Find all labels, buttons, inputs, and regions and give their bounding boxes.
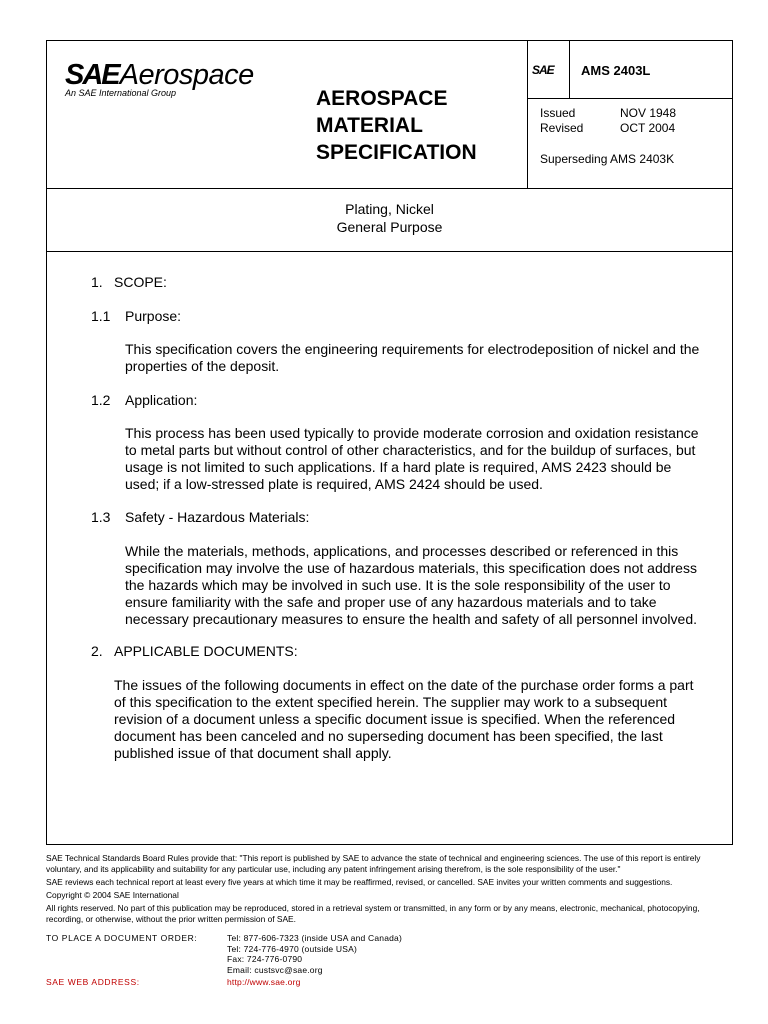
document-type [316, 85, 516, 166]
legal-footer [46, 853, 736, 925]
document-frame [46, 40, 733, 845]
section-1-3-heading: Safety - Hazardous Materials: [125, 509, 310, 525]
spec-title [47, 200, 732, 236]
sae-aerospace-logo [65, 59, 295, 98]
section-1-3-text: While the materials, methods, applications, and processes described or referenced in this specification may involve the use of hazardous materials, this specification does not address the hazards which may be involved in such use. It is the sole responsibility of the user to ensure familiarity with the safe and proper use of any hazardous materials and to take necessary precautionary measures to ensure the health and safety of all personnel involved. [125, 543, 698, 627]
title-line-2: General Purpose [336, 219, 443, 235]
title-divider [47, 251, 732, 252]
tel-inside-usa: Tel: 877-606-7323 (inside USA and Canada) [227, 933, 403, 943]
review-notice: SAE reviews each technical report at least every five years at which time it may be reaffirmed, revised, or cancelled. SAE invites your written comments and suggestions. [46, 877, 673, 887]
doc-type-line: SPECIFICATION [316, 141, 477, 164]
web-address-label: SAE WEB ADDRESS: [46, 977, 140, 987]
section-1-2-text: This process has been used typically to provide moderate corrosion and oxidation resistance to metal parts but without control of other characteristics, and for the buildup of surfaces, but usage is not limited to such applications. If a hard plate is required, AMS 2423 should be used; if a low-stressed plate is required, AMS 2424 should be used. [125, 425, 699, 492]
doc-type-line: MATERIAL [316, 114, 423, 137]
section-2-text: The issues of the following documents in effect on the date of the purchase order forms a part of this specification to the extent specified herein. The supplier may work to a subsequent revision of a document unless a specific document issue is specified. When the referenced document has been canceled and no superseding document has been specified, the last published issue of that document shall apply. [114, 677, 694, 761]
sae-mini-logo: SAE [532, 63, 554, 77]
doc-id-divider [527, 98, 732, 99]
header-divider [47, 188, 732, 189]
logo-tagline: An SAE International Group [65, 88, 177, 98]
logo-sae-text: SAE [65, 59, 119, 91]
rights-notice: All rights reserved. No part of this publication may be reproduced, stored in a retrieval system or transmitted, in any form or by any means, electronic, mechanical, photocopying, recording, or otherwise, without the prior written permission of SAE. [46, 903, 700, 924]
tel-outside-usa: Tel: 724-776-4970 (outside USA) [227, 943, 357, 954]
logo-aerospace-text: Aerospace [119, 59, 254, 91]
section-1-1-heading: Purpose: [125, 308, 182, 324]
contact-details [227, 933, 467, 975]
section-1-2-number: 1.2 [91, 392, 111, 408]
email-address: Email: custsvc@sae.org [227, 964, 323, 975]
section-1-number: 1. [91, 274, 103, 290]
section-2-heading: APPLICABLE DOCUMENTS: [114, 643, 298, 659]
section-1-3-number: 1.3 [91, 509, 111, 525]
mini-logo-divider [569, 41, 570, 98]
section-1-1-number: 1.1 [91, 308, 111, 324]
order-label: TO PLACE A DOCUMENT ORDER: [46, 933, 198, 943]
fax-number: Fax: 724-776-0790 [227, 954, 303, 964]
revised-label: Revised [540, 121, 584, 135]
document-id: AMS 2403L [581, 63, 651, 78]
issued-label: Issued [540, 106, 576, 120]
doc-type-line: AEROSPACE [316, 87, 448, 110]
header-vertical-divider [527, 41, 528, 188]
web-address-link[interactable]: http://www.sae.org [227, 977, 301, 987]
section-1-1-text: This specification covers the engineering requirements for electrodeposition of nickel and the properties of the deposit. [125, 341, 700, 374]
standards-board-rules: SAE Technical Standards Board Rules provide that: "This report is published by SAE to advance the state of technical and engineering sciences. The use of this report is entirely voluntary, and its applicability and suitability for any particular use, including any patent infringement arising therefrom, is the sole responsibility of the user." [46, 853, 701, 874]
issue-dates [540, 106, 676, 136]
superseding-note: Superseding AMS 2403K [540, 152, 675, 166]
issued-value: NOV 1948 [620, 106, 677, 120]
copyright-notice: Copyright © 2004 SAE International [46, 890, 179, 900]
section-1-2-heading: Application: [125, 392, 198, 408]
title-line-1: Plating, Nickel [345, 201, 434, 217]
revised-value: OCT 2004 [620, 121, 676, 135]
section-2-number: 2. [91, 643, 103, 659]
section-1-heading: SCOPE: [114, 274, 167, 290]
